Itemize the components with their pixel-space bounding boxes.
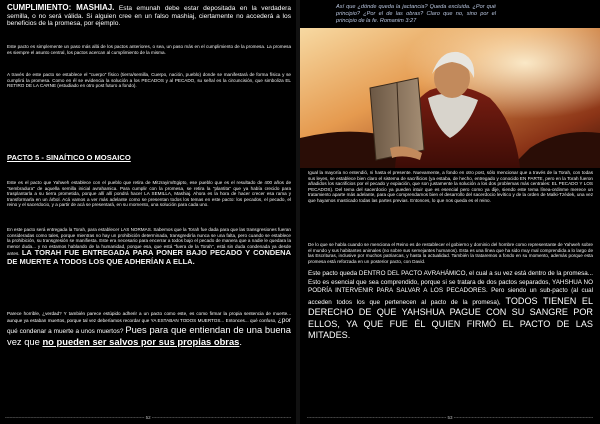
left-paragraph-4-text: En este pacto será entregada la Torah, para establecer LAS NORMAS. Sabemos que la Torah fue dada para que las transgresiones fueran consideradas como tales, porque mientras no hay un prohibición determinada, transgrediría nunca se una falta, pero cuando se establece la prohibición, su transgresión se manifiesta. Este era necesario para encerrar a todos bajo el pecado de manera que a nadie le quedara la menor duda... y no estamos hablando de la humanidad, porque esa, que está "fuera de la Torah", está sin duda condenada ya desde antes. <box>7 227 291 257</box>
paragraph-5-small: Parece horrible, ¿verdad? Y también parece estúpido adherir a un pacto como este, es como firmar la propia sentencia de muerte... aunque ya estaban muertos, porque tal vez deberíamos recordar que YA ESTABAN TODOS MUERTOS... Entonces... qué confuso, <box>7 311 291 323</box>
left-paragraph-4 <box>7 227 291 267</box>
left-paragraph-2: A través de este pacto se establece el "cuerpo" físico (tierra/semilla, Cuerpo, nación, pueblo) donde se manifestará de forma física y se cumplirá la promesa. Como en él se evidencia la solución a los PECADOS y al PECADO, su señal es la circuncisión, que simboliza EL RETIRO DE LA CARNE (estudiado en otro post futuro a fondo). <box>7 72 291 89</box>
right-paragraph-3 <box>308 270 593 342</box>
left-page <box>0 0 296 424</box>
left-paragraph-5 <box>7 311 291 347</box>
section-title: PACTO 5 - SINAÍTICO O MOSAICO <box>7 153 131 162</box>
right-paragraph-1: Igual la mayoría no entendió, ni hasta el presente. Nuevamente, a fondo en otro post, sólo mencionar que a través de la Torah, con todas sus leyes, se establece bien claro el sistema de sacrificios (ya estaba, de hecho, entregado y conocido EN PARTE, pero en la Torah fueron añadidos los sacrificios por el pecado y expiación, que son justamente la solución a los dos problemas más centrales: EL PECADO Y LOS PECADOS). Del tema del sacerdocio ya pueden intuir que es esencial pero como ya dije, siendo este tema línea-ordinme merece un tratamiento aparte más adelante, para que comprendamos bien el desarrollo del sacerdocio levítico y de la orden de Malki-Tzédek, una vez que hayamos masticado todas las partes previas. Entonces, lo que nos queda es el reino. <box>308 170 593 203</box>
left-paragraph-1: Este pacto es simplemente un paso más allá de los pactos anteriores, o sea, un paso más en el cumplimiento de la promesa. La promesa es siempre el asunto central, los pactos acercan al cumplimiento de la misma. <box>7 44 291 55</box>
left-paragraph-3: Este es el pacto que Yahweh establece con el pueblo que retira de Mitzrayim/Egipto, ese pueblo que es el resultado de 400 años de "sembradura" de aquella semilla inicial avrahamica. Para cumplir con la promesa, se retira la "plantita" que ya había crecido para trasplantarla a su tierra prometida, porque allí allí pondrá hacer LA SEMILLA, Mashiaj. Ahora es la hora de hacer crecer esa rama y transformarla en un árbol. Acá vamos a ver más adelante como se presentan todos los temas en este pacto: los pecados, el pecado, el reino y el sacerdocio, y a partir de acá se presentará, en su momento, una solución para cada uno. <box>7 180 291 208</box>
paragraph-5-answer: Pues para que entiendan de una buena vez que <box>7 324 291 347</box>
moses-painting <box>300 28 600 168</box>
page-number-52: --------------------------------------------------------------------------------------------- 52 --------------------------------------------------------------------------------------------- <box>5 415 292 420</box>
pacto-avrahamico-text: Este pacto queda DENTRO DEL PACTO AVRAHÁMICO, el cual a su vez está dentro de la promesa... Esto es esencial que sea comprendido, porque si se tratara de dos pactos separados, YAHSHUA NO PODRÍA INTERVENIR PARA SALVAR A LOS PECADORES. Pero siendo un sub-pacto (al cual acceden todos los que pertenecen al pacto de la promesa), <box>308 270 593 306</box>
paragraph-5-end: . <box>239 335 242 347</box>
cumplimiento-block <box>7 4 291 28</box>
paragraph-5-emphasis: no pueden ser salvos por sus propias obras <box>42 335 240 347</box>
right-paragraph-2: De lo que se habla cuando se menciona el Reino es de restablecer el gobierno y dominio del hombre como representante de Yahweh sobre el mundo y sus habitantes animales (no sobre sus semejantes humanos). Esta es una línea que ha sido muy mal comprendida a lo largo de las Escrituras, inclusive por muchos patriarcas, y hasta la actualidad. También la trataremos a fondo en su momento, además porque esta promesa está reforzada en un posterior pacto, con David. <box>308 242 593 264</box>
paragraph-5-question: ¿por qué condenar a muerte a unos muertos? <box>7 316 291 336</box>
romans-quote: Así que ¿dónde queda la jactancia? Queda excluida. ¿Por qué principio? ¿Por el de las obras? Claro que no, sino por el principio de la fe. Romanim 3:27 <box>336 4 496 24</box>
cumplimiento-heading: CUMPLIMIENTO: MASHIAJ. <box>7 3 115 12</box>
torah-condena-statement: LA TORAH FUE ENTREGADA PARA PONER BAJO PECADO Y CONDENA DE MUERTE A TODOS LOS QUE ADHERÍAN A ELLA. <box>7 248 291 266</box>
right-page <box>300 0 600 424</box>
page-number-53: --------------------------------------------------------------------------------------------- 53 --------------------------------------------------------------------------------------------- <box>306 415 594 420</box>
todos-tienen-derecho: TODOS TIENEN EL DERECHO DE QUE YAHSHUA PAGUE CON SU SANGRE POR ELLOS, YA QUE FUE ÉL QUIEN FIRMÓ EL PACTO DE LAS MITADES. <box>308 295 594 340</box>
cumplimiento-text: Esta emunah debe estar depositada en la verdadera semilla, o no será válida. Si alguien cree en un falso mashiaj, ciertamente no accederá a los beneficios de la promesa, por ejemplo. <box>7 5 291 28</box>
